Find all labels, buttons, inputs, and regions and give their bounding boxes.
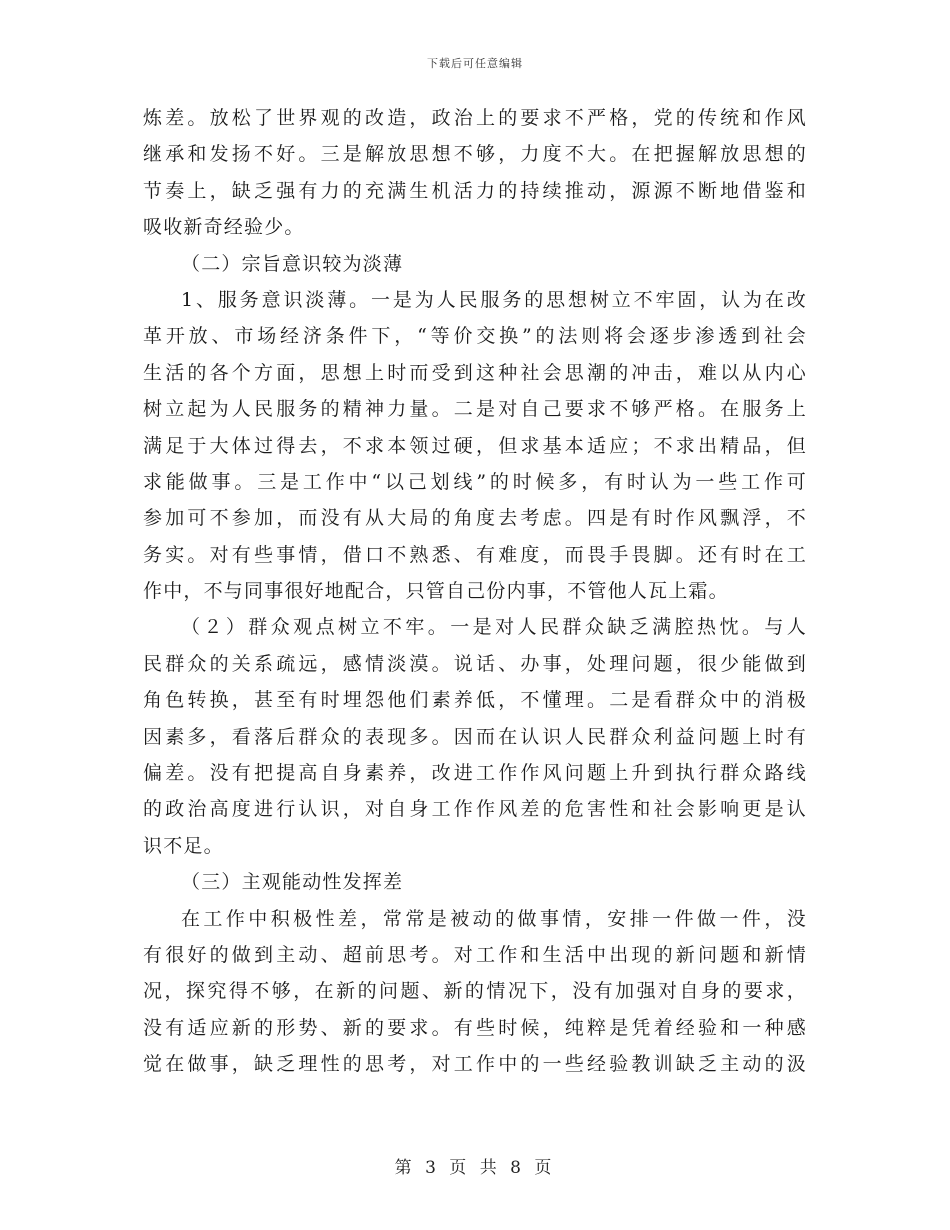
text-line: 参加可不参加，而没有从大局的角度去考虑。四是有时作风飘浮，不	[143, 507, 807, 530]
text-line: 革开放、市场经济条件下，“等价交换”的法则将会逐步渗透到社会	[143, 325, 807, 348]
text-line: 民群众的关系疏远，感情淡漠。说话、办事，处理问题，很少能做到	[143, 652, 807, 675]
document-body	[143, 100, 807, 1083]
text-line: 满足于大体过得去，不求本领过硬，但求基本适应；不求出精品，但	[143, 434, 807, 457]
section-heading: （三）主观能动性发挥差	[181, 871, 404, 894]
text-line: 继承和发扬不好。三是解放思想不够，力度不大。在把握解放思想的	[143, 143, 807, 166]
text-line: 有很好的做到主动、超前思考。对工作和生活中出现的新问题和新情	[143, 943, 807, 966]
text-line: 偏差。没有把提高自身素养，改进工作作风问题上升到执行群众路线	[143, 762, 807, 785]
text-line: 炼差。放松了世界观的改造，政治上的要求不严格，党的传统和作风	[143, 107, 807, 129]
text-line: 生活的各个方面，思想上时而受到这种社会思潮的冲击，难以从内心	[143, 361, 807, 384]
text-line: 在工作中积极性差，常常是被动的做事情，安排一件做一件，没	[181, 907, 807, 930]
text-line: 因素多，看落后群众的表现多。因而在认识人民群众利益问题上时有	[143, 725, 807, 748]
text-line: 树立起为人民服务的精神力量。二是对自己要求不够严格。在服务上	[143, 398, 807, 421]
text-line: 务实。对有些事情，借口不熟悉、有难度，而畏手畏脚。还有时在工	[143, 543, 807, 566]
text-line: 求能做事。三是工作中“以己划线”的时候多，有时认为一些工作可	[143, 470, 807, 493]
text-line: 觉在做事，缺乏理性的思考，对工作中的一些经验教训缺乏主动的汲	[143, 1053, 807, 1076]
text-line: 节奏上，缺乏强有力的充满生机活力的持续推动，源源不断地借鉴和	[143, 179, 807, 202]
text-line: 作中，不与同事很好地配合，只管自己份内事，不管他人瓦上霜。	[143, 580, 729, 603]
text-line: （２）群众观点树立不牢。一是对人民群众缺乏满腔热忱。与人	[181, 616, 807, 639]
page-number: 第 3 页 共 8 页	[394, 1158, 556, 1178]
text-line: 没有适应新的形势、新的要求。有些时候，纯粹是凭着经验和一种感	[143, 1016, 807, 1039]
text-line: 1、服务意识淡薄。一是为人民服务的思想树立不牢固，认为在改	[181, 288, 807, 311]
text-line: 识不足。	[143, 834, 224, 857]
text-line: 的政治高度进行认识，对自身工作作风差的危害性和社会影响更是认	[143, 798, 807, 821]
section-heading: （二）宗旨意识较为淡薄	[181, 252, 404, 275]
text-line: 角色转换，甚至有时埋怨他们素养低，不懂理。二是看群众中的消极	[143, 689, 807, 712]
text-line: 况，探究得不够，在新的问题、新的情况下，没有加强对自身的要求，	[143, 980, 807, 1003]
text-line: 吸收新奇经验少。	[143, 216, 305, 239]
page-header: 下载后可任意编辑	[427, 57, 523, 70]
